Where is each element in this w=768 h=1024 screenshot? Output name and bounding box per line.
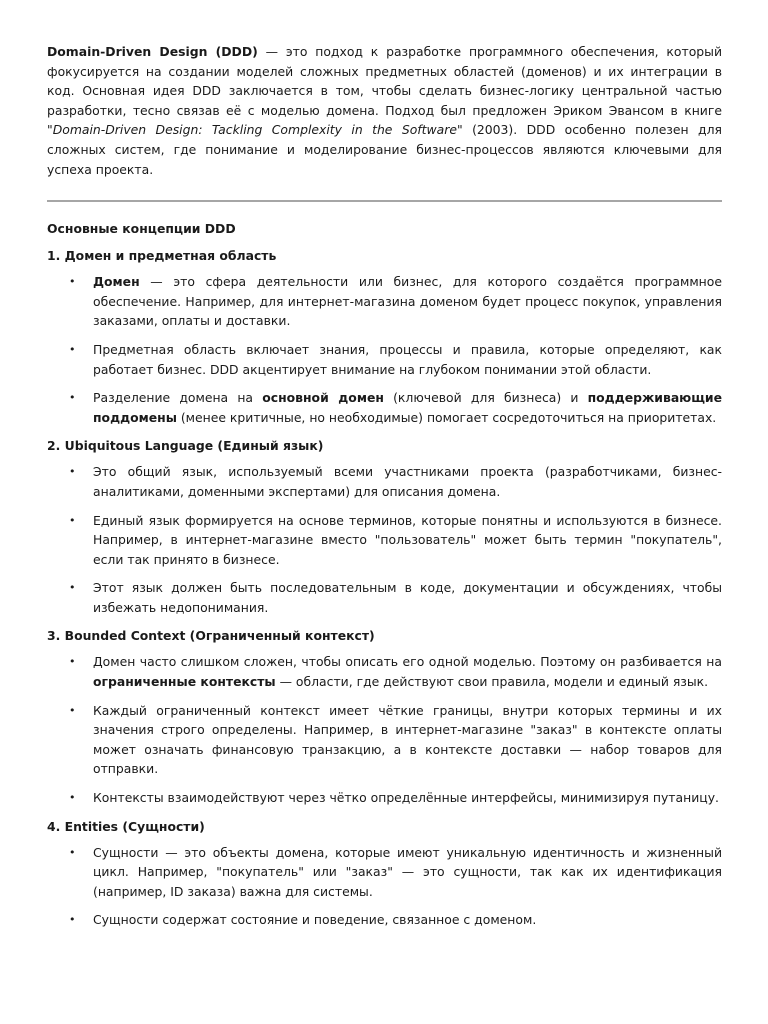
bullet-icon: • — [69, 465, 76, 479]
list-item — [47, 272, 722, 331]
intro-book-title: "Domain-Driven Design: Tackling Complexity in the Software" — [47, 122, 463, 138]
bullet-list-entities — [47, 843, 722, 930]
bullet-list-ubiquitous-language — [47, 462, 722, 617]
intro-paragraph — [47, 42, 722, 179]
list-item — [47, 578, 722, 617]
list-item-text: Каждый ограниченный контекст имеет чёткие границы, внутри которых термины и их значения строго определены. Например, в интернет-магазине "заказ" в контексте оплаты может означать финансовую транзакцию, а в контексте доставки — набор товаров для отправки. — [93, 702, 722, 777]
list-item-text: Сущности содержат состояние и поведение, связанное с доменом. — [93, 912, 537, 928]
list-item — [47, 462, 722, 501]
list-item — [47, 388, 722, 427]
bullet-icon: • — [69, 342, 76, 356]
list-item-text: Контексты взаимодействуют через чётко определённые интерфейсы, минимизируя путаницу. — [93, 790, 719, 806]
list-item — [47, 652, 722, 691]
intro-term: Domain-Driven Design (DDD) — [47, 44, 258, 59]
bold-term: основной домен — [262, 390, 384, 406]
list-item-text: Это общий язык, используемый всеми участниками проекта (разработчиками, бизнес-аналитиками, доменными экспертами) для описания домена. — [93, 464, 722, 499]
bullet-list-domain — [47, 272, 722, 427]
list-item — [47, 701, 722, 779]
section-title: Основные концепции DDD — [47, 221, 236, 237]
heading-ubiquitous-language: 2. Ubiquitous Language (Единый язык) — [47, 438, 324, 454]
bold-term: поддерживающие поддомены — [93, 390, 723, 425]
bullet-icon: • — [69, 913, 76, 927]
list-item — [47, 910, 722, 930]
list-item-text: Домен часто слишком сложен, чтобы описать его одной моделью. Поэтому он разбивается на — [93, 654, 722, 670]
list-item-text: Предметная область включает знания, процессы и правила, которые определяют, как работает бизнес. DDD акцентирует внимание на глубоком понимании этой области. — [93, 341, 722, 377]
list-item — [47, 340, 722, 379]
intro-text: — это подход к разработке программного обеспечения, который фокусируется на создании моделей сложных предметных областей (доменов) и их интеграции в код. Основная идея DDD заключается в том, чтобы сделать бизнес-логику центральной частью разработки, тесно связав её с моделью домена. Подход был предложен Эриком Эвансом в книге — [47, 44, 722, 118]
bullet-icon: • — [69, 581, 76, 595]
bullet-icon: • — [69, 703, 76, 717]
bullet-icon: • — [69, 275, 76, 289]
list-item-text: — области, где действуют свои правила, модели и единый язык. — [275, 674, 709, 690]
list-item-text: — это сфера деятельности или бизнес, для которого создаётся программное обеспечение. Например, для интернет-магазина доменом будет процесс покупок, управления заказами, оплаты и доставки. — [93, 274, 722, 329]
list-item — [47, 511, 722, 570]
list-item-text: Сущности — это объекты домена, которые имеют уникальную идентичность и жизненный цикл. Например, "покупатель" или "заказ" — это сущности, так как их идентификация (например, ID заказа) важна для системы. — [93, 844, 722, 899]
bullet-icon: • — [69, 391, 76, 405]
list-item-text: Разделение домена на — [93, 390, 263, 406]
list-item — [47, 788, 722, 808]
bullet-icon: • — [69, 791, 76, 805]
bold-term: Домен — [93, 274, 140, 290]
bullet-icon: • — [69, 655, 76, 669]
intro-text-end: (2003). DDD особенно полезен для сложных систем, где понимание и моделирование бизнес-процессов являются ключевыми для успеха проекта. — [47, 122, 722, 177]
horizontal-divider — [47, 200, 722, 202]
bold-term: ограниченные контексты — [93, 674, 276, 690]
list-item — [47, 843, 722, 902]
bullet-icon: • — [69, 513, 76, 527]
heading-bounded-context: 3. Bounded Context (Ограниченный контекст) — [47, 628, 375, 644]
list-item-text: (ключевой для бизнеса) и — [383, 390, 588, 406]
list-item-text: Единый язык формируется на основе терминов, которые понятны и используются в бизнесе. Например, в интернет-магазине вместо "пользователь" может быть термин "покупатель", если так принято в бизнесе. — [93, 512, 722, 567]
list-item-text: Этот язык должен быть последовательным в коде, документации и обсуждениях, чтобы избежать недопонимания. — [93, 580, 722, 615]
list-item-text: (менее критичные, но необходимые) помогает сосредоточиться на приоритетах. — [176, 409, 717, 425]
bullet-icon: • — [69, 845, 76, 859]
bullet-list-bounded-context — [47, 652, 722, 807]
heading-entities: 4. Entities (Сущности) — [47, 818, 205, 834]
heading-domain: 1. Домен и предметная область — [47, 248, 277, 264]
